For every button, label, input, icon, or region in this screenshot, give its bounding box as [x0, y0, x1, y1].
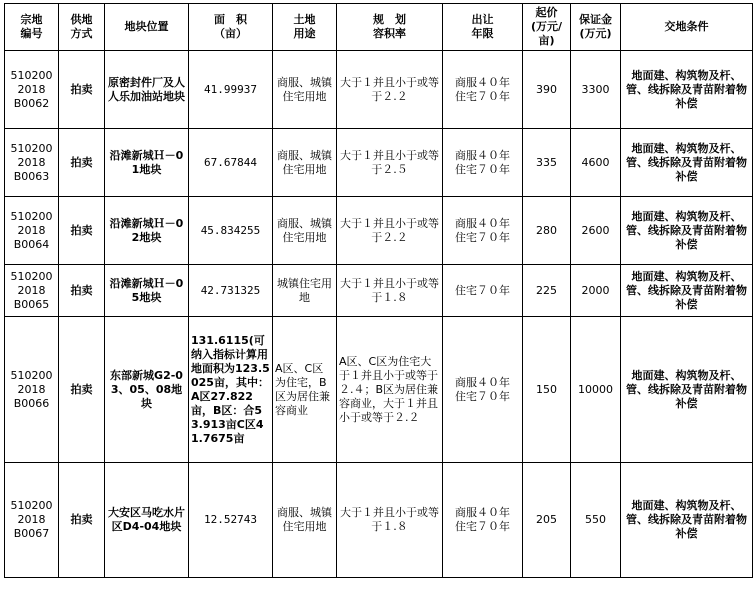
cell-term: 商服４０年 住宅７０年: [443, 51, 523, 129]
cell-location: 原密封件厂及人人乐加油站地块: [105, 51, 189, 129]
cell-area: 12.52743: [189, 463, 273, 578]
header-start-price: 起价 (万元/ 亩): [523, 4, 571, 51]
header-location: 地块位置: [105, 4, 189, 51]
cell-use: 商服、城镇住宅用地: [273, 197, 337, 265]
cell-start-price: 225: [523, 265, 571, 317]
header-supply: 供地 方式: [59, 4, 105, 51]
cell-term: 商服４０年 住宅７０年: [443, 197, 523, 265]
cell-deposit: 10000: [571, 317, 621, 463]
land-auction-table: [4, 3, 753, 578]
cell-deposit: 3300: [571, 51, 621, 129]
header-row: [5, 4, 753, 51]
cell-code: 510200 2018 B0062: [5, 51, 59, 129]
cell-deposit: 550: [571, 463, 621, 578]
cell-start-price: 205: [523, 463, 571, 578]
cell-use: 商服、城镇住宅用地: [273, 129, 337, 197]
table-row: [5, 463, 753, 578]
cell-code: 510200 2018 B0063: [5, 129, 59, 197]
cell-start-price: 335: [523, 129, 571, 197]
cell-location: 沿滩新城Ｈ－05地块: [105, 265, 189, 317]
cell-plan: 大于１并且小于或等于１.８: [337, 463, 443, 578]
header-term: 出让 年限: [443, 4, 523, 51]
cell-code: 510200 2018 B0066: [5, 317, 59, 463]
cell-supply: 拍卖: [59, 51, 105, 129]
header-use: 土地 用途: [273, 4, 337, 51]
cell-area: 131.6115(可纳入指标计算用地面积为123.5025亩，其中：A区27.822亩，B区：合53.913亩C区41.7675亩: [189, 317, 273, 463]
cell-location: 大安区马吃水片区D4-04地块: [105, 463, 189, 578]
cell-start-price: 390: [523, 51, 571, 129]
header-area: 面 积 （亩）: [189, 4, 273, 51]
header-condition: 交地条件: [621, 4, 753, 51]
cell-area: 42.731325: [189, 265, 273, 317]
cell-deposit: 2600: [571, 197, 621, 265]
cell-code: 510200 2018 B0067: [5, 463, 59, 578]
cell-condition: 地面建、构筑物及杆、管、线拆除及青苗附着物补偿: [621, 197, 753, 265]
cell-plan: A区、C区为住宅大于１并且小于或等于２.４；B区为居住兼容商业，大于１并且小于或等于２.２: [337, 317, 443, 463]
table-row: [5, 265, 753, 317]
cell-plan: 大于１并且小于或等于２.２: [337, 197, 443, 265]
cell-condition: 地面建、构筑物及杆、管、线拆除及青苗附着物补偿: [621, 51, 753, 129]
cell-use: A区、C区为住宅，B区为居住兼容商业: [273, 317, 337, 463]
cell-supply: 拍卖: [59, 265, 105, 317]
cell-area: 45.834255: [189, 197, 273, 265]
cell-location: 沿滩新城Ｈ－01地块: [105, 129, 189, 197]
cell-location: 东部新城G2-03、05、08地块: [105, 317, 189, 463]
cell-supply: 拍卖: [59, 129, 105, 197]
cell-plan: 大于１并且小于或等于２.２: [337, 51, 443, 129]
cell-supply: 拍卖: [59, 197, 105, 265]
cell-start-price: 280: [523, 197, 571, 265]
cell-plan: 大于１并且小于或等于２.５: [337, 129, 443, 197]
cell-condition: 地面建、构筑物及杆、管、线拆除及青苗附着物补偿: [621, 317, 753, 463]
header-plan: 规 划 容积率: [337, 4, 443, 51]
cell-start-price: 150: [523, 317, 571, 463]
cell-plan: 大于１并且小于或等于１.８: [337, 265, 443, 317]
cell-code: 510200 2018 B0064: [5, 197, 59, 265]
cell-use: 商服、城镇住宅用地: [273, 51, 337, 129]
cell-area: 41.99937: [189, 51, 273, 129]
table-row: [5, 197, 753, 265]
header-deposit: 保证金 (万元): [571, 4, 621, 51]
cell-term: 商服４０年 住宅７０年: [443, 463, 523, 578]
cell-term: 住宅７０年: [443, 265, 523, 317]
cell-condition: 地面建、构筑物及杆、管、线拆除及青苗附着物补偿: [621, 265, 753, 317]
cell-area: 67.67844: [189, 129, 273, 197]
cell-term: 商服４０年 住宅７０年: [443, 129, 523, 197]
cell-supply: 拍卖: [59, 317, 105, 463]
cell-term: 商服４０年 住宅７０年: [443, 317, 523, 463]
cell-code: 510200 2018 B0065: [5, 265, 59, 317]
cell-deposit: 2000: [571, 265, 621, 317]
cell-condition: 地面建、构筑物及杆、管、线拆除及青苗附着物补偿: [621, 129, 753, 197]
cell-supply: 拍卖: [59, 463, 105, 578]
cell-location: 沿滩新城Ｈ－02地块: [105, 197, 189, 265]
header-code: 宗地 编号: [5, 4, 59, 51]
table-row: [5, 317, 753, 463]
cell-use: 城镇住宅用地: [273, 265, 337, 317]
table-row: [5, 51, 753, 129]
table-row: [5, 129, 753, 197]
cell-condition: 地面建、构筑物及杆、管、线拆除及青苗附着物补偿: [621, 463, 753, 578]
cell-deposit: 4600: [571, 129, 621, 197]
cell-use: 商服、城镇住宅用地: [273, 463, 337, 578]
